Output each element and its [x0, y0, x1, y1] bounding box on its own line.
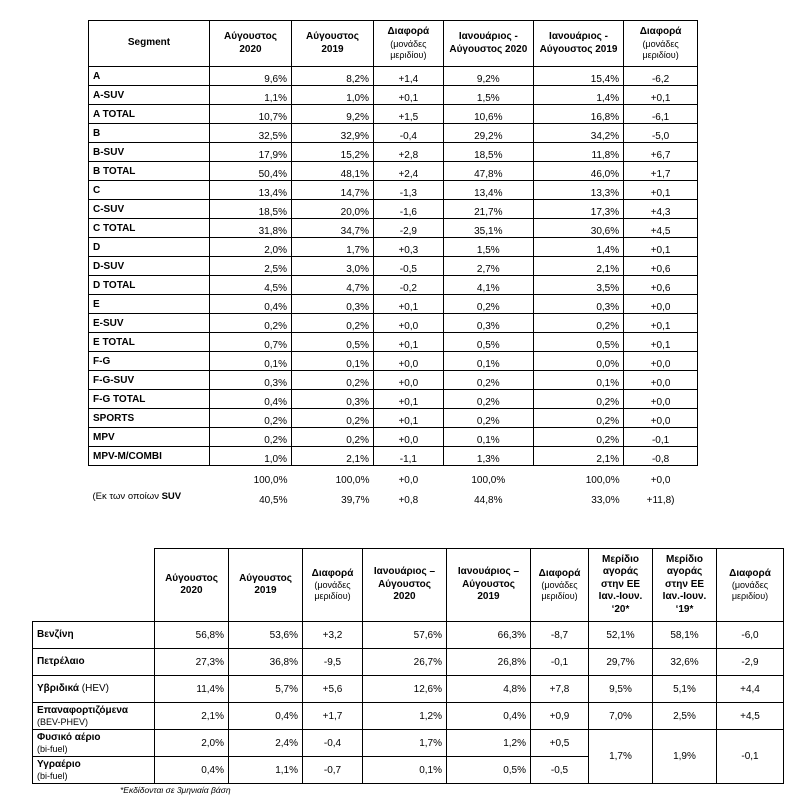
janaug2019-cell: 0,2% [533, 409, 623, 428]
aug2019-cell: 0,2% [291, 314, 373, 333]
janaug2019-cell: 17,3% [533, 200, 623, 219]
suv-diff2: +11,8) [646, 495, 675, 506]
aug2019-cell: 20,0% [291, 200, 373, 219]
janaug2019-cell: 0,0% [533, 352, 623, 371]
janaug2020-cell: 0,2% [443, 409, 533, 428]
table-row [89, 371, 698, 390]
diff2-cell: +6,7 [624, 143, 698, 162]
aug2020-cell: 0,2% [209, 314, 291, 333]
fuel-janaug2020: 1,7% [363, 730, 447, 757]
suv-janaug2020: 44,8% [474, 495, 503, 506]
fuel-header-diff [303, 549, 363, 622]
janaug2019-cell: 13,3% [533, 181, 623, 200]
fuel-janaug2020: 57,6% [363, 622, 447, 649]
table-row [89, 295, 698, 314]
diff2-cell: -6,2 [624, 67, 698, 86]
suv-label: (Εκ των οποίων [92, 490, 162, 502]
diff-cell: +0,0 [374, 371, 444, 390]
diff2-cell: +0,0 [624, 352, 698, 371]
fuel-header-diff2-label: Διαφορά [538, 567, 581, 579]
table-row [89, 333, 698, 352]
fuel-label-lpg [33, 757, 155, 784]
diff-cell: -2,9 [374, 219, 444, 238]
segment-cell: SPORTS [89, 409, 210, 428]
diff2-cell: +0,1 [624, 181, 698, 200]
fuel-header-diff3-sub: (μονάδες μεριδίου) [731, 580, 769, 602]
suv-label-bold: SUV [161, 490, 182, 502]
segment-table [88, 20, 698, 506]
fuel-row-diesel [33, 649, 784, 676]
header-diff-sub: (μονάδες μεριδίου) [390, 38, 427, 60]
total-diff: +0,0 [398, 475, 419, 486]
fuel-janaug2020: 26,7% [363, 649, 447, 676]
diff-cell: +1,5 [374, 105, 444, 124]
janaug2020-cell: 13,4% [443, 181, 533, 200]
segment-cell: F-G [89, 352, 210, 371]
janaug2020-cell: 21,7% [443, 200, 533, 219]
total-aug2020: 100,0% [253, 475, 288, 486]
table-row [89, 447, 698, 466]
aug2020-cell: 18,5% [209, 200, 291, 219]
total-janaug2019: 100,0% [585, 475, 620, 486]
aug2020-cell: 2,0% [209, 238, 291, 257]
suv-janaug2019: 33,0% [591, 495, 620, 506]
aug2020-cell: 31,8% [209, 219, 291, 238]
header-segment: Segment [89, 21, 210, 67]
segment-cell: C-SUV [89, 200, 210, 219]
table-row [89, 352, 698, 371]
aug2019-cell: 32,9% [291, 124, 373, 143]
aug2020-cell: 2,5% [209, 257, 291, 276]
fuel-eu20: 29,7% [589, 649, 653, 676]
diff2-cell: +0,1 [624, 314, 698, 333]
fuel-header-diff-label: Διαφορά [311, 567, 354, 579]
fuel-diff2: -0,5 [531, 757, 589, 784]
fuel-label-plugin [33, 703, 155, 730]
fuel-header-diff3 [717, 549, 784, 622]
diff2-cell: -6,1 [624, 105, 698, 124]
janaug2019-cell: 0,2% [533, 428, 623, 447]
fuel-aug2019: 1,1% [229, 757, 303, 784]
janaug2020-cell: 0,1% [443, 428, 533, 447]
fuel-header-eu20: Μερίδιο αγοράς στην ΕΕ Ιαν.-Ιουν. ‘20* [589, 549, 653, 622]
header-diff2 [624, 21, 698, 67]
segment-cell: B [89, 124, 210, 143]
suv-aug2019: 39,7% [341, 495, 370, 506]
diff2-cell: -0,8 [624, 447, 698, 466]
segment-table-body [89, 67, 698, 466]
table-row [89, 238, 698, 257]
diff2-cell: +0,1 [624, 333, 698, 352]
fuel-aug2020: 11,4% [155, 676, 229, 703]
janaug2019-cell: 1,4% [533, 86, 623, 105]
segment-cell: MPV [89, 428, 210, 447]
total-row [89, 466, 698, 487]
janaug2020-cell: 2,7% [443, 257, 533, 276]
aug2020-cell: 50,4% [209, 162, 291, 181]
aug2019-cell: 34,7% [291, 219, 373, 238]
aug2019-cell: 2,1% [291, 447, 373, 466]
segment-table-header [89, 21, 698, 67]
fuel-label-main: Βενζίνη [37, 629, 74, 641]
segment-cell: C [89, 181, 210, 200]
diff2-cell: -5,0 [624, 124, 698, 143]
fuel-header-diff2 [531, 549, 589, 622]
table-row [89, 162, 698, 181]
fuel-diff3: -6,0 [717, 622, 784, 649]
fuel-janaug2019: 0,4% [447, 703, 531, 730]
segment-cell: A [89, 67, 210, 86]
janaug2020-cell: 47,8% [443, 162, 533, 181]
diff2-cell: +0,6 [624, 257, 698, 276]
fuel-aug2019: 0,4% [229, 703, 303, 730]
aug2020-cell: 4,5% [209, 276, 291, 295]
fuel-label-hybrid [33, 676, 155, 703]
table-row [89, 276, 698, 295]
diff2-cell: +1,7 [624, 162, 698, 181]
aug2020-cell: 0,4% [209, 295, 291, 314]
aug2019-cell: 0,5% [291, 333, 373, 352]
fuel-eu19-merged: 1,9% [653, 730, 717, 784]
fuel-eu20: 7,0% [589, 703, 653, 730]
table-row [89, 314, 698, 333]
segment-cell: B-SUV [89, 143, 210, 162]
janaug2019-cell: 2,1% [533, 447, 623, 466]
fuel-janaug2020: 0,1% [363, 757, 447, 784]
janaug2020-cell: 0,3% [443, 314, 533, 333]
footnote: *Εκδίδονται σε 3μηνιαία βάση [120, 785, 231, 795]
fuel-janaug2020: 12,6% [363, 676, 447, 703]
segment-cell: C TOTAL [89, 219, 210, 238]
aug2020-cell: 1,0% [209, 447, 291, 466]
fuel-janaug2019: 26,8% [447, 649, 531, 676]
segment-cell: E-SUV [89, 314, 210, 333]
total-aug2019: 100,0% [335, 475, 370, 486]
fuel-diff: -9,5 [303, 649, 363, 676]
suv-diff: +0,8 [398, 495, 419, 506]
aug2020-cell: 0,2% [209, 409, 291, 428]
fuel-janaug2019: 0,5% [447, 757, 531, 784]
table-row [89, 86, 698, 105]
header-diff [374, 21, 444, 67]
table-row [89, 428, 698, 447]
diff-cell: +1,4 [374, 67, 444, 86]
total-diff2: +0,0 [650, 475, 671, 486]
janaug2020-cell: 0,2% [443, 390, 533, 409]
segment-cell: A TOTAL [89, 105, 210, 124]
aug2019-cell: 0,2% [291, 428, 373, 447]
fuel-row-cng [33, 730, 784, 757]
table-row [89, 105, 698, 124]
diff2-cell: +0,0 [624, 390, 698, 409]
fuel-eu19: 2,5% [653, 703, 717, 730]
fuel-diff: -0,4 [303, 730, 363, 757]
fuel-header-diff2-sub: (μονάδες μεριδίου) [541, 580, 578, 602]
fuel-table [32, 548, 784, 784]
diff-cell: +0,1 [374, 409, 444, 428]
aug2019-cell: 8,2% [291, 67, 373, 86]
aug2019-cell: 1,7% [291, 238, 373, 257]
fuel-header-eu19: Μερίδιο αγοράς στην ΕΕ Ιαν.-Ιουν. ‘19* [653, 549, 717, 622]
fuel-header-janaug2019: Ιανουάριος – Αύγουστος 2019 [447, 549, 531, 622]
segment-cell: D-SUV [89, 257, 210, 276]
fuel-eu19: 32,6% [653, 649, 717, 676]
fuel-diff: -0,7 [303, 757, 363, 784]
diff2-cell: -0,1 [624, 428, 698, 447]
janaug2019-cell: 11,8% [533, 143, 623, 162]
header-blank [33, 549, 155, 622]
aug2019-cell: 0,3% [291, 390, 373, 409]
aug2020-cell: 0,1% [209, 352, 291, 371]
fuel-diff2: -8,7 [531, 622, 589, 649]
fuel-label-main: Υβριδικά [37, 683, 79, 695]
aug2019-cell: 0,1% [291, 352, 373, 371]
aug2020-cell: 0,4% [209, 390, 291, 409]
segment-cell: MPV-M/COMBI [89, 447, 210, 466]
janaug2020-cell: 29,2% [443, 124, 533, 143]
segment-cell: E [89, 295, 210, 314]
fuel-janaug2019: 4,8% [447, 676, 531, 703]
janaug2020-cell: 0,2% [443, 371, 533, 390]
fuel-table-header [33, 549, 784, 622]
aug2019-cell: 0,3% [291, 295, 373, 314]
diff2-cell: +0,0 [624, 295, 698, 314]
janaug2019-cell: 0,2% [533, 390, 623, 409]
segment-cell: F-G-SUV [89, 371, 210, 390]
fuel-header-janaug2020: Ιανουάριος – Αύγουστος 2020 [363, 549, 447, 622]
janaug2020-cell: 4,1% [443, 276, 533, 295]
segment-cell: A-SUV [89, 86, 210, 105]
fuel-eu20: 9,5% [589, 676, 653, 703]
fuel-aug2020: 56,8% [155, 622, 229, 649]
fuel-eu20: 52,1% [589, 622, 653, 649]
diff2-cell: +0,6 [624, 276, 698, 295]
fuel-aug2020: 2,0% [155, 730, 229, 757]
janaug2020-cell: 9,2% [443, 67, 533, 86]
aug2019-cell: 14,7% [291, 181, 373, 200]
suv-label-cell [89, 486, 210, 506]
janaug2020-cell: 1,5% [443, 86, 533, 105]
janaug2019-cell: 1,4% [533, 238, 623, 257]
diff-cell: +0,1 [374, 295, 444, 314]
table-row [89, 124, 698, 143]
fuel-label-main: Πετρέλαιο [37, 656, 85, 668]
aug2019-cell: 0,2% [291, 371, 373, 390]
fuel-label-main: Φυσικό αέριο [37, 732, 101, 744]
fuel-label-main: Υγραέριο [37, 759, 81, 771]
janaug2019-cell: 0,1% [533, 371, 623, 390]
table-row [89, 409, 698, 428]
janaug2020-cell: 0,1% [443, 352, 533, 371]
aug2020-cell: 9,6% [209, 67, 291, 86]
diff-cell: +0,3 [374, 238, 444, 257]
janaug2020-cell: 10,6% [443, 105, 533, 124]
fuel-eu20-merged: 1,7% [589, 730, 653, 784]
aug2019-cell: 9,2% [291, 105, 373, 124]
fuel-aug2020: 0,4% [155, 757, 229, 784]
diff-cell: +0,1 [374, 390, 444, 409]
diff-cell: -0,4 [374, 124, 444, 143]
segment-cell: F-G TOTAL [89, 390, 210, 409]
aug2019-cell: 4,7% [291, 276, 373, 295]
diff-cell: -1,6 [374, 200, 444, 219]
fuel-label-sub: (bi-fuel) [37, 743, 68, 754]
janaug2020-cell: 35,1% [443, 219, 533, 238]
segment-cell: B TOTAL [89, 162, 210, 181]
fuel-header-aug2019: Αύγουστος 2019 [229, 549, 303, 622]
diff2-cell: +0,1 [624, 86, 698, 105]
aug2020-cell: 0,3% [209, 371, 291, 390]
total-janaug2020: 100,0% [471, 475, 506, 486]
diff-cell: +0,1 [374, 86, 444, 105]
diff2-cell: +0,0 [624, 409, 698, 428]
fuel-label-main: Επαναφορτιζόμενα [37, 705, 129, 717]
diff-cell: +2,4 [374, 162, 444, 181]
header-janaug2020: Ιανουάριος - Αύγουστος 2020 [443, 21, 533, 67]
fuel-diff3: +4,5 [717, 703, 784, 730]
janaug2019-cell: 15,4% [533, 67, 623, 86]
fuel-row-petrol [33, 622, 784, 649]
janaug2019-cell: 0,2% [533, 314, 623, 333]
janaug2020-cell: 1,5% [443, 238, 533, 257]
diff-cell: +0,0 [374, 352, 444, 371]
janaug2019-cell: 3,5% [533, 276, 623, 295]
diff2-cell: +4,5 [624, 219, 698, 238]
fuel-diff3-merged: -0,1 [717, 730, 784, 784]
fuel-diff3: +4,4 [717, 676, 784, 703]
fuel-diff2: -0,1 [531, 649, 589, 676]
fuel-aug2019: 36,8% [229, 649, 303, 676]
diff-cell: -0,2 [374, 276, 444, 295]
janaug2020-cell: 1,3% [443, 447, 533, 466]
header-diff-label: Διαφορά [387, 26, 430, 37]
aug2019-cell: 3,0% [291, 257, 373, 276]
fuel-diff: +5,6 [303, 676, 363, 703]
aug2020-cell: 10,7% [209, 105, 291, 124]
fuel-label-sub: (bi-fuel) [37, 770, 68, 781]
fuel-diff2: +7,8 [531, 676, 589, 703]
fuel-aug2020: 27,3% [155, 649, 229, 676]
janaug2020-cell: 0,2% [443, 295, 533, 314]
suv-row [89, 486, 698, 506]
header-aug2020: Αύγουστος 2020 [209, 21, 291, 67]
janaug2020-cell: 18,5% [443, 143, 533, 162]
header-diff2-label: Διαφορά [639, 26, 682, 37]
fuel-diff2: +0,5 [531, 730, 589, 757]
aug2020-cell: 0,7% [209, 333, 291, 352]
fuel-label-sub: (BEV-PHEV) [37, 716, 89, 727]
janaug2019-cell: 46,0% [533, 162, 623, 181]
diff-cell: -1,3 [374, 181, 444, 200]
fuel-aug2020: 2,1% [155, 703, 229, 730]
header-diff2-sub: (μονάδες μεριδίου) [642, 38, 679, 60]
janaug2019-cell: 30,6% [533, 219, 623, 238]
diff-cell: +0,0 [374, 428, 444, 447]
aug2020-cell: 0,2% [209, 428, 291, 447]
table-row [89, 181, 698, 200]
fuel-header-aug2020: Αύγουστος 2020 [155, 549, 229, 622]
diff2-cell: +4,3 [624, 200, 698, 219]
fuel-row-hybrid [33, 676, 784, 703]
fuel-label-diesel [33, 649, 155, 676]
janaug2019-cell: 16,8% [533, 105, 623, 124]
fuel-aug2019: 2,4% [229, 730, 303, 757]
fuel-header-diff-sub: (μονάδες μεριδίου) [314, 580, 351, 602]
table-row [89, 143, 698, 162]
fuel-aug2019: 5,7% [229, 676, 303, 703]
janaug2019-cell: 0,3% [533, 295, 623, 314]
aug2020-cell: 13,4% [209, 181, 291, 200]
fuel-diff2: +0,9 [531, 703, 589, 730]
fuel-aug2019: 53,6% [229, 622, 303, 649]
janaug2020-cell: 0,5% [443, 333, 533, 352]
fuel-janaug2019: 1,2% [447, 730, 531, 757]
diff-cell: -0,5 [374, 257, 444, 276]
fuel-janaug2020: 1,2% [363, 703, 447, 730]
table-row [89, 200, 698, 219]
diff-cell: +0,1 [374, 333, 444, 352]
table-row [89, 67, 698, 86]
fuel-diff: +3,2 [303, 622, 363, 649]
segment-cell: D [89, 238, 210, 257]
janaug2019-cell: 34,2% [533, 124, 623, 143]
header-janaug2019: Ιανουάριος - Αύγουστος 2019 [533, 21, 623, 67]
aug2019-cell: 0,2% [291, 409, 373, 428]
aug2019-cell: 15,2% [291, 143, 373, 162]
table-row [89, 257, 698, 276]
table-row [89, 390, 698, 409]
aug2020-cell: 1,1% [209, 86, 291, 105]
total-label-cell [89, 466, 210, 487]
fuel-header-diff3-label: Διαφορά [729, 567, 771, 579]
diff-cell: +0,0 [374, 314, 444, 333]
segment-cell: E TOTAL [89, 333, 210, 352]
aug2020-cell: 17,9% [209, 143, 291, 162]
suv-aug2020: 40,5% [259, 495, 288, 506]
fuel-row-plugin [33, 703, 784, 730]
fuel-diff3: -2,9 [717, 649, 784, 676]
segment-cell: D TOTAL [89, 276, 210, 295]
fuel-label-petrol [33, 622, 155, 649]
fuel-eu19: 5,1% [653, 676, 717, 703]
header-aug2019: Αύγουστος 2019 [291, 21, 373, 67]
diff2-cell: +0,0 [624, 371, 698, 390]
fuel-label-sub: (HEV) [78, 683, 109, 695]
aug2019-cell: 48,1% [291, 162, 373, 181]
janaug2019-cell: 0,5% [533, 333, 623, 352]
fuel-janaug2019: 66,3% [447, 622, 531, 649]
diff2-cell: +0,1 [624, 238, 698, 257]
fuel-eu19: 58,1% [653, 622, 717, 649]
janaug2019-cell: 2,1% [533, 257, 623, 276]
fuel-table-body [33, 622, 784, 784]
diff-cell: +2,8 [374, 143, 444, 162]
fuel-label-cng [33, 730, 155, 757]
aug2019-cell: 1,0% [291, 86, 373, 105]
table-row [89, 219, 698, 238]
fuel-diff: +1,7 [303, 703, 363, 730]
aug2020-cell: 32,5% [209, 124, 291, 143]
diff-cell: -1,1 [374, 447, 444, 466]
